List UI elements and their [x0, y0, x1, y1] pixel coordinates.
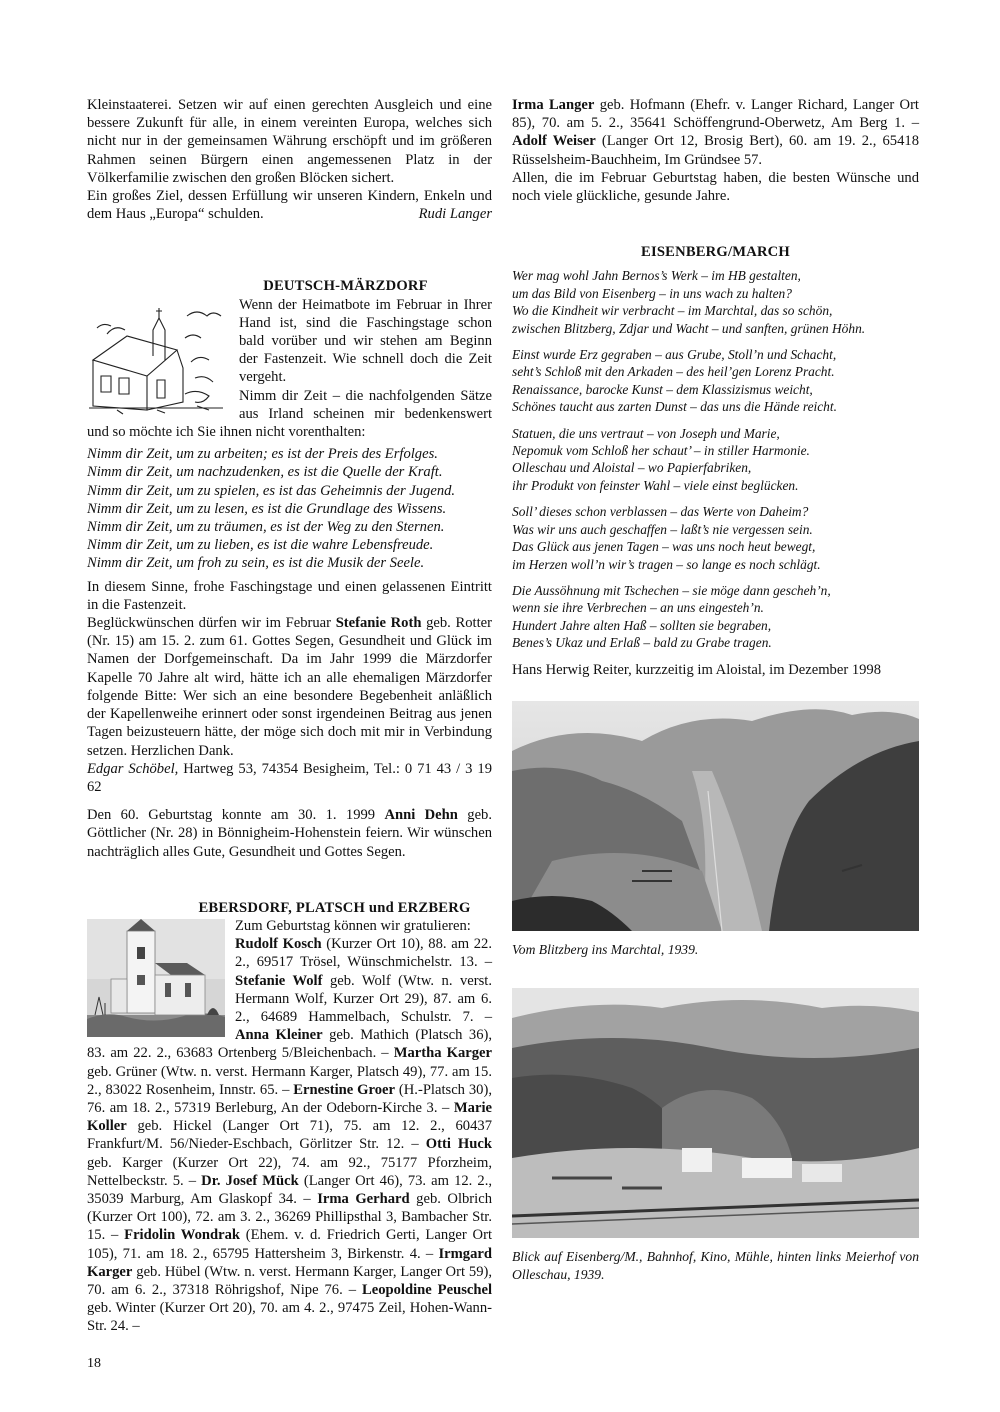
ebersdorf-heading: EBERSDORF, PLATSCH und ERZBERG [198, 899, 471, 916]
person-name: Ernestine Groer [293, 1081, 395, 1098]
intro-paragraph: Kleinstaaterei. Setzen wir auf einen gerechten Ausgleich und eine bessere Zukunft für alle, in einem vereinten Europa, welches sich nicht nur in der gemeinsamen Währung erschöpft und im größeren Rahmen seinen Bürgern einen angemessenen Platz in der Völkerfamilie zwischen den großen Blöcken sichert. [87, 97, 492, 186]
entry-text: (H.-Platsch 30), 76. am 18. 2., 57319 Berleburg, An der Odeborn-Kirche 3. – [87, 1081, 492, 1116]
person-name: Martha Karger [393, 1045, 492, 1062]
entry-text: geb. Grüner (Wtw. n. verst. Hermann Karger, Platsch 49), 77. am 15. 2., 83022 Rosenheim, Innstr. 65. – [87, 1063, 492, 1098]
person-name: Dr. Josef Mück [201, 1172, 299, 1189]
contact-address: Hartweg 53, 74354 Besigheim, Tel.: 0 71 43 / 3 19 62 [87, 760, 492, 795]
page-number: 18 [87, 1356, 101, 1371]
dm-paragraph-5 [87, 806, 492, 861]
person-name: Anni Dehn [384, 807, 458, 824]
entry-text: geb. Winter (Kurzer Ort 20), 70. am 4. 2., 97475 Zeil, Hohen-Wann-Str. 24. – [87, 1300, 492, 1335]
church-photo [87, 919, 225, 1042]
person-name: Fridolin Wondrak [124, 1227, 240, 1244]
poem-line: Renaissance, barocke Kunst – dem Klassizismus weicht, [512, 381, 813, 397]
eisenberg-heading: EISENBERG/MARCH [641, 244, 790, 261]
right-column [512, 96, 919, 1283]
poem-line: seht’s Schloß mit den Arkaden – des heil’gen Lorenz Pracht. [512, 364, 835, 380]
poem-line: Die Aussöhnung mit Tschechen – sie möge dann gescheh’n, [512, 582, 831, 598]
entry-text: geb. Wolf (Wtw. n. verst. Hermann Wolf, Kurzer Ort 29), 87. am 6. 2., 64689 Hammelbach, Schulstr. 7. – [235, 972, 492, 1025]
poem-line: Was wir uns auch geschaffen – laßt’s nie vergessen sein. [512, 521, 813, 537]
entry-text: (Ehem. v. d. Friedrich Gerti, Langer Ort 105), 71. am 18. 2., 65795 Hattersheim 3, Birkenstr. 4. – [87, 1227, 493, 1262]
entry-text: geb. Hofmann (Ehefr. v. Langer Richard, Langer Ort 85), 70. am 5. 2., 35641 Schöffengrund-Oberwetz, Am Berg 1. – [512, 97, 919, 132]
poem-stanza [512, 582, 919, 652]
poem-line: ihr Produkt von feinster Wahl – viele einst beglücken. [512, 477, 799, 493]
eisenberg-photo [512, 988, 919, 1238]
poem-line: Einst wurde Erz gegraben – aus Grube, Stoll’n und Schacht, [512, 347, 837, 363]
intro-closing-text: Ein großes Ziel, dessen Erfüllung wir unseren Kindern, Enkeln und dem Haus „Europa“ schulden. [87, 188, 492, 223]
text: geb. Göttlicher (Nr. 28) in Bönnigheim-Hohenstein feiern. Wir wünschen nachträglich alles Gute, Gesundheit und Gottes Segen. [87, 807, 492, 860]
intro-closing [87, 187, 492, 223]
person-name: Irmgard Karger [87, 1245, 492, 1280]
poem-line: Das Glück aus jenen Tagen – was uns noch heut bewegt, [512, 539, 816, 555]
person-name: Irma Langer [512, 97, 595, 113]
poem-line: Wer mag wohl Jahn Bernos’s Werk – im HB gestalten, [512, 268, 801, 284]
poem-line: im Herzen woll’n wir’s tragen – so lange es noch schlägt. [512, 556, 821, 572]
person-name: Otti Huck [425, 1136, 492, 1153]
contact-name: Edgar Schöbel, [87, 760, 179, 777]
entry-text: geb. Mathich (Platsch 36), 83. am 22. 2., 63683 Ortenberg 5/Bleichenbach. – [87, 1027, 492, 1062]
person-name: Irma Gerhard [317, 1190, 410, 1207]
poem-stanza [512, 425, 919, 495]
text: Den 60. Geburtstag konnte am 30. 1. 1999 [87, 807, 385, 824]
poem-line: Schönes taucht aus zarten Dunst – das uns die Hände reicht. [512, 399, 837, 415]
entry-text: geb. Karger (Kurzer Ort 22), 74. am 92., 75177 Pforzheim, Nettelbeckstr. 5. – [87, 1154, 492, 1189]
marchtal-photo [512, 701, 919, 931]
chapel-drawing [87, 298, 229, 421]
ep-continued [512, 96, 919, 169]
quote-line: Nimm dir Zeit, um zu lesen, es ist die Grundlage des Wissens. [87, 500, 447, 517]
dm-paragraph-3: In diesem Sinne, frohe Faschingstage und einen gelassenen Eintritt in die Fastenzeit. [87, 578, 492, 613]
dm-paragraph-4 [87, 614, 492, 760]
poem-line: wenn sie ihre Verbrechen – an uns eingesteh’n. [512, 600, 764, 616]
person-name: Rudolf Kosch [235, 936, 322, 953]
poem [512, 267, 919, 651]
person-name: Marie Koller [87, 1099, 492, 1135]
quote-line: Nimm dir Zeit, um zu träumen, es ist der Weg zu den Sternen. [87, 519, 445, 536]
poem-line: Statuen, die uns vertraut – von Joseph und Marie, [512, 425, 780, 441]
quote-line: Nimm dir Zeit, um nachzudenken, es ist die Quelle der Kraft. [87, 464, 443, 481]
dm-quote-lines [87, 445, 492, 572]
ep-wishes: Allen, die im Februar Geburtstag haben, die besten Wünsche und noch viele glückliche, gesunde Jahre. [512, 169, 919, 205]
photo-caption-2: Blick auf Eisenberg/M., Bahnhof, Kino, Mühle, hinten links Meierhof von Olleschau, 1939. [512, 1249, 919, 1282]
poem-stanza [512, 346, 919, 416]
person-name: Anna Kleiner [235, 1027, 323, 1044]
poem-line: Wo die Kindheit wir verbracht – im Marchtal, das so schön, [512, 303, 833, 319]
entry-text: (Langer Ort 46), 73. am 12. 2., 35039 Marburg, Am Glaskopf 34. – [87, 1172, 492, 1207]
poem-line: um das Bild von Eisenberg – in uns wach zu halten? [512, 285, 792, 301]
quote-line: Nimm dir Zeit, um zu lieben, es ist die wahre Lebensfreude. [87, 537, 434, 554]
left-column [87, 96, 492, 1336]
chapel-sketch-icon [87, 298, 229, 416]
dm-contact [87, 760, 492, 796]
poem-line: Nepomuk vom Schloß her schaut’ – in stiller Harmonie. [512, 443, 810, 459]
entry-text: geb. Hickel (Langer Ort 71), 75. am 12. 2., 60437 Frankfurt/M. 56/Nieder-Eschbach, Görlitzer Str. 12. – [87, 1118, 492, 1153]
quote-line: Nimm dir Zeit, um zu arbeiten; es ist der Preis des Erfolges. [87, 446, 438, 463]
text: Beglückwünschen dürfen wir im Februar [87, 615, 336, 632]
dm-paragraph-1: Wenn der Heimatbote im Februar in Ihrer Hand ist, sind die Faschingstage schon bald vorüber und wir stehen am Beginn der Fastenzeit. Wie schnell doch die Zeit vergeht. [239, 296, 492, 386]
person-name: Stefanie Wolf [235, 972, 323, 989]
entry-text: (Langer Ort 12, Brosig Bert), 60. am 19. 2., 65418 Rüsselsheim-Bauchheim, Im Gründsee 57. [512, 133, 919, 168]
poem-stanza [512, 503, 919, 573]
person-name: Stefanie Roth [335, 615, 422, 632]
church-photo-image [87, 919, 225, 1037]
poem-line: Olleschau und Aloistal – wo Papierfabriken, [512, 460, 752, 476]
poem-line: Hundert Jahre alten Haß – sollten sie begraben, [512, 617, 772, 633]
ep-intro: Zum Geburtstag können wir gratulieren: [235, 917, 471, 934]
entry-text: geb. Olbrich (Kurzer Ort 100), 72. am 3. 2., 36269 Phillipsthal 3, Bambacher Str. 15. – [87, 1190, 492, 1244]
quote-line: Nimm dir Zeit, um zu spielen, es ist das Geheimnis der Jugend. [87, 482, 456, 499]
entry-text: geb. Hübel (Wtw. n. verst. Hermann Karger, Langer Ort 59), 70. am 6. 2., 37318 Röhrigshof, Nipe 76. – [87, 1263, 492, 1298]
dm-paragraph-2: Nimm dir Zeit – die nachfolgenden Sätze aus Irland scheinen mir bedenkenswert und so möchte ich Sie ihnen nicht vorenthalten: [87, 387, 492, 441]
poem-line: Benes’s Ukaz und Erlaß – bald zu Grabe tragen. [512, 635, 772, 651]
poem-line: Soll’ dieses schon verblassen – das Werte von Daheim? [512, 504, 809, 520]
poem-line: zwischen Blitzberg, Zdjar und Wacht – und sanften, grünen Höhn. [512, 320, 866, 336]
deutsch-maerzdorf-heading: DEUTSCH-MÄRZDORF [263, 278, 428, 295]
person-name: Adolf Weiser [512, 133, 596, 150]
entry-text: (Kurzer Ort 10), 88. am 22. 2., 69517 Trösel, Wünschmichelstr. 13. – [235, 936, 492, 971]
text: geb. Rotter (Nr. 15) am 15. 2. zum 61. Gottes Segen, Gesundheit und Glück im Namen der Dorfgemeinschaft. Da im Jahr 1999 die Märzdorfer Kapelle 70 Jahre alt wird, hätte ich an alle ehemaligen Märzdorfer folgende Bitte: Wer sich an eine besondere Begebenheit anläßlich der Kapellenweihe erinnert oder sonst irgendeinen Beitrag aus jenen Tagen beizusteuern hätte, der möge sich doch mit mir in Verbindung setzen. Herzlichen Dank. [87, 615, 492, 759]
person-name: Leopoldine Peuschel [361, 1281, 492, 1298]
photo-caption-1: Vom Blitzberg ins Marchtal, 1939. [512, 941, 699, 957]
quote-line: Nimm dir Zeit, um froh zu sein, es ist die Musik der Seele. [87, 555, 425, 572]
poem-stanza [512, 267, 919, 337]
poem-author: Hans Herwig Reiter, kurzzeitig im Aloistal, im Dezember 1998 [512, 661, 882, 678]
intro-signature: Rudi Langer [418, 206, 492, 223]
